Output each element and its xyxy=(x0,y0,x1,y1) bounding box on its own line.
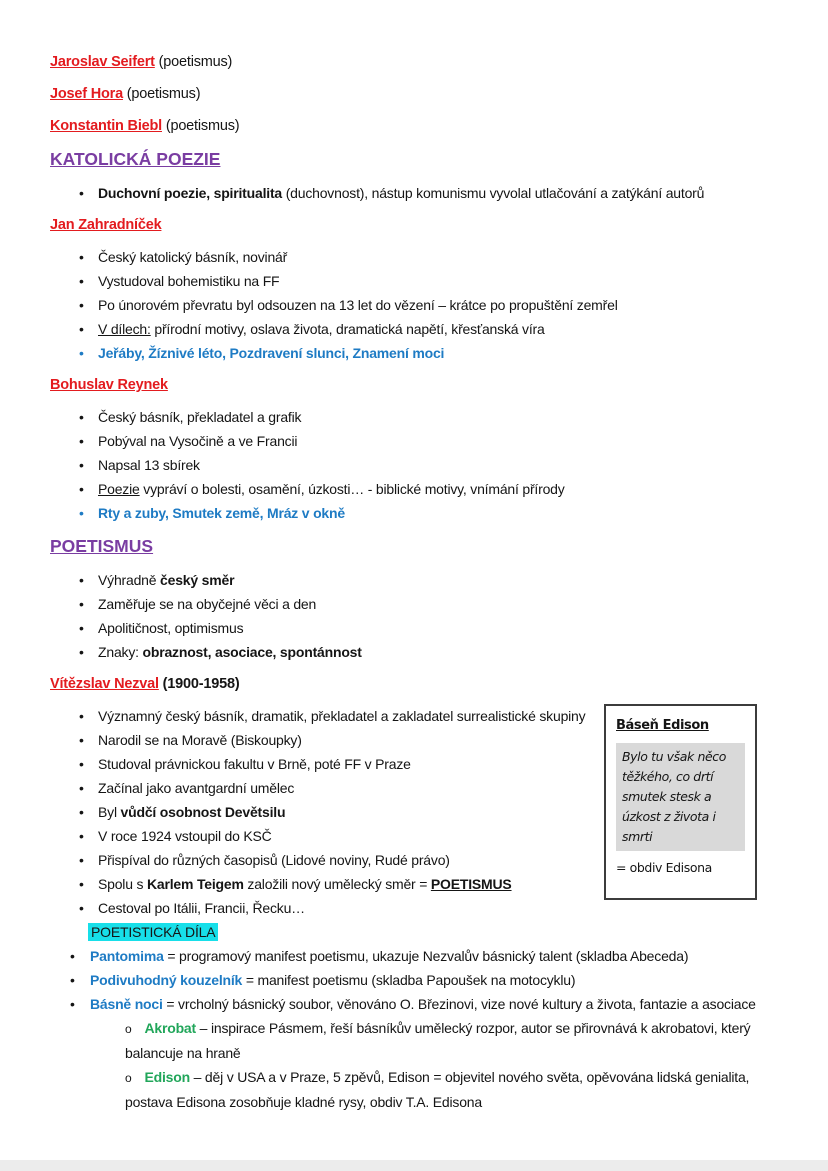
list-item xyxy=(50,776,788,800)
subwork-title: Akrobat xyxy=(144,1020,196,1036)
list-item xyxy=(50,848,788,872)
nezval-section xyxy=(50,672,788,1114)
bullet-text: Pobýval na Vysočině a ve Francii xyxy=(98,433,298,449)
poetismus-term: POETISMUS xyxy=(430,876,512,892)
katolicka-list xyxy=(50,181,788,205)
list-item xyxy=(50,429,788,453)
bullet-text: Po únorovém převratu byl odsouzen na 13 let do vězení – krátce po propuštění zemřel xyxy=(98,297,618,313)
edison-box-quote: Bylo tu však něco těžkého, co drtí smutek stesk a úzkost z života i smrti xyxy=(616,743,745,851)
bullet-text: Výhradně xyxy=(98,572,161,588)
works-titles: Rty a zuby, Smutek země, Mráz v okně xyxy=(98,505,345,521)
works-titles: Jeřáby, Žíznivé léto, Pozdravení slunci, Znamení moci xyxy=(98,345,445,361)
list-item xyxy=(50,592,788,616)
bullet-text: založili nový umělecký směr = xyxy=(243,876,431,892)
work-title: Básně noci xyxy=(90,996,163,1012)
list-item xyxy=(50,245,788,269)
person-heading: Jan Zahradníček xyxy=(50,217,162,233)
bullet-text: Apolitičnost, optimismus xyxy=(98,620,244,636)
subwork-description: – inspirace Pásmem, řeší básníkův umělecký rozpor, autor se přirovnává k akrobatovi, který balancuje na hraně xyxy=(125,1020,751,1061)
bullet-text: vypráví o bolesti, osamění, úzkosti… - biblické motivy, vnímání přírody xyxy=(139,481,565,497)
heading-bohuslav-reynek xyxy=(50,373,788,397)
nezval-subworks-list xyxy=(50,1016,788,1114)
list-item-works xyxy=(50,501,788,525)
author-line xyxy=(50,82,788,106)
bullet-text: Zaměřuje se na obyčejné věci a den xyxy=(98,596,317,612)
edison-box-title: Báseň Edison xyxy=(616,718,709,733)
list-item xyxy=(50,269,788,293)
bullet-text: Znaky: xyxy=(98,644,143,660)
bullet-text: (duchovnost), nástup komunismu vyvolal utlačování a zatýkání autorů xyxy=(282,185,705,201)
list-item xyxy=(50,704,788,728)
person-years: (1900-1958) xyxy=(158,676,240,692)
author-name: Josef Hora xyxy=(50,86,123,102)
work-title: Pantomima xyxy=(90,948,164,964)
list-item xyxy=(50,293,788,317)
nezval-list xyxy=(50,704,788,920)
list-item xyxy=(50,616,788,640)
nezval-works-list xyxy=(50,944,788,1016)
highlighted-subheading: POETISTICKÁ DÍLA xyxy=(88,923,218,941)
author-note: (poetismus) xyxy=(122,86,201,102)
list-item xyxy=(50,896,788,920)
work-description: = manifest poetismu (skladba Papoušek na motocyklu) xyxy=(242,972,576,988)
list-item xyxy=(50,568,788,592)
list-item xyxy=(50,800,788,824)
list-item xyxy=(50,728,788,752)
list-item-subwork xyxy=(50,1065,788,1114)
bullet-text: Významný český básník, dramatik, překladatel a zakladatel surrealistické skupiny xyxy=(98,708,586,724)
list-item xyxy=(50,317,788,341)
author-name: Konstantin Biebl xyxy=(50,118,162,134)
bullet-text: Byl xyxy=(98,804,121,820)
author-note: (poetismus) xyxy=(154,54,233,70)
list-item xyxy=(50,477,788,501)
bullet-text: Studoval právnickou fakultu v Brně, poté FF v Praze xyxy=(98,756,411,772)
bullet-text: Spolu s xyxy=(98,876,147,892)
list-item-work xyxy=(50,944,788,968)
bullet-bold-text: vůdčí osobnost Devětsilu xyxy=(120,804,286,820)
highlight-line xyxy=(88,920,788,944)
bullet-underlined-label: Poezie xyxy=(98,481,140,497)
list-item-work xyxy=(50,968,788,992)
bullet-text: Cestoval po Itálii, Francii, Řecku… xyxy=(98,900,305,916)
list-item-subwork xyxy=(50,1016,788,1065)
bullet-text: Začínal jako avantgardní umělec xyxy=(98,780,295,796)
list-item xyxy=(50,181,788,205)
bullet-text: Napsal 13 sbírek xyxy=(98,457,200,473)
heading-jan-zahradnicek xyxy=(50,213,788,237)
author-line xyxy=(50,50,788,74)
bullet-text: Přispíval do různých časopisů (Lidové noviny, Rudé právo) xyxy=(98,852,450,868)
bullet-text: Vystudoval bohemistiku na FF xyxy=(98,273,280,289)
reynek-list xyxy=(50,405,788,525)
list-item xyxy=(50,405,788,429)
edison-box-note: = obdiv Edisona xyxy=(616,860,712,875)
page-bottom-edge xyxy=(0,1160,828,1171)
list-item-works xyxy=(50,341,788,365)
bullet-bold-text: Duchovní poezie, spiritualita xyxy=(98,185,283,201)
zahradnicek-list xyxy=(50,245,788,365)
author-note: (poetismus) xyxy=(162,118,240,134)
list-item-work xyxy=(50,992,788,1016)
bullet-text: přírodní motivy, oslava života, dramatická napětí, křesťanská víra xyxy=(150,321,545,337)
list-item xyxy=(50,453,788,477)
heading-poetismus: POETISMUS xyxy=(50,536,154,556)
heading-katolicka-poezie: KATOLICKÁ POEZIE xyxy=(50,149,221,169)
bullet-bold-text: Karlem Teigem xyxy=(147,876,244,892)
work-description: = vrcholný básnický soubor, věnováno O. Březinovi, vize nové kultury a života, fantazie a asociace xyxy=(162,996,756,1012)
work-title: Podivuhodný kouzelník xyxy=(90,972,243,988)
work-description: = programový manifest poetismu, ukazuje Nezvalův básnický talent (skladba Abeceda) xyxy=(163,948,689,964)
list-item xyxy=(50,640,788,664)
list-item xyxy=(50,824,788,848)
author-line xyxy=(50,114,788,138)
bullet-text: V roce 1924 vstoupil do KSČ xyxy=(98,828,272,844)
person-heading: Bohuslav Reynek xyxy=(50,377,168,393)
poetismus-list xyxy=(50,568,788,664)
bullet-text: Narodil se na Moravě (Biskoupky) xyxy=(98,732,302,748)
bullet-bold-text: obraznost, asociace, spontánnost xyxy=(142,644,362,660)
bullet-text: Český básník, překladatel a grafik xyxy=(98,409,302,425)
list-item xyxy=(50,872,788,896)
subwork-title: Edison xyxy=(144,1069,190,1085)
list-item xyxy=(50,752,788,776)
bullet-text: Český katolický básník, novinář xyxy=(98,249,288,265)
person-heading: Vítězslav Nezval xyxy=(50,676,159,692)
author-name: Jaroslav Seifert xyxy=(50,54,155,70)
subwork-description: – děj v USA a v Praze, 5 zpěvů, Edison = objevitel nového světa, opěvována lidská genialita, postava Edisona zosobňuje kladné rysy, obdiv T.A. Edisona xyxy=(125,1069,750,1110)
bullet-underlined-label: V dílech: xyxy=(98,321,151,337)
bullet-bold-text: český směr xyxy=(160,572,235,588)
heading-vitezslav-nezval xyxy=(50,672,788,696)
